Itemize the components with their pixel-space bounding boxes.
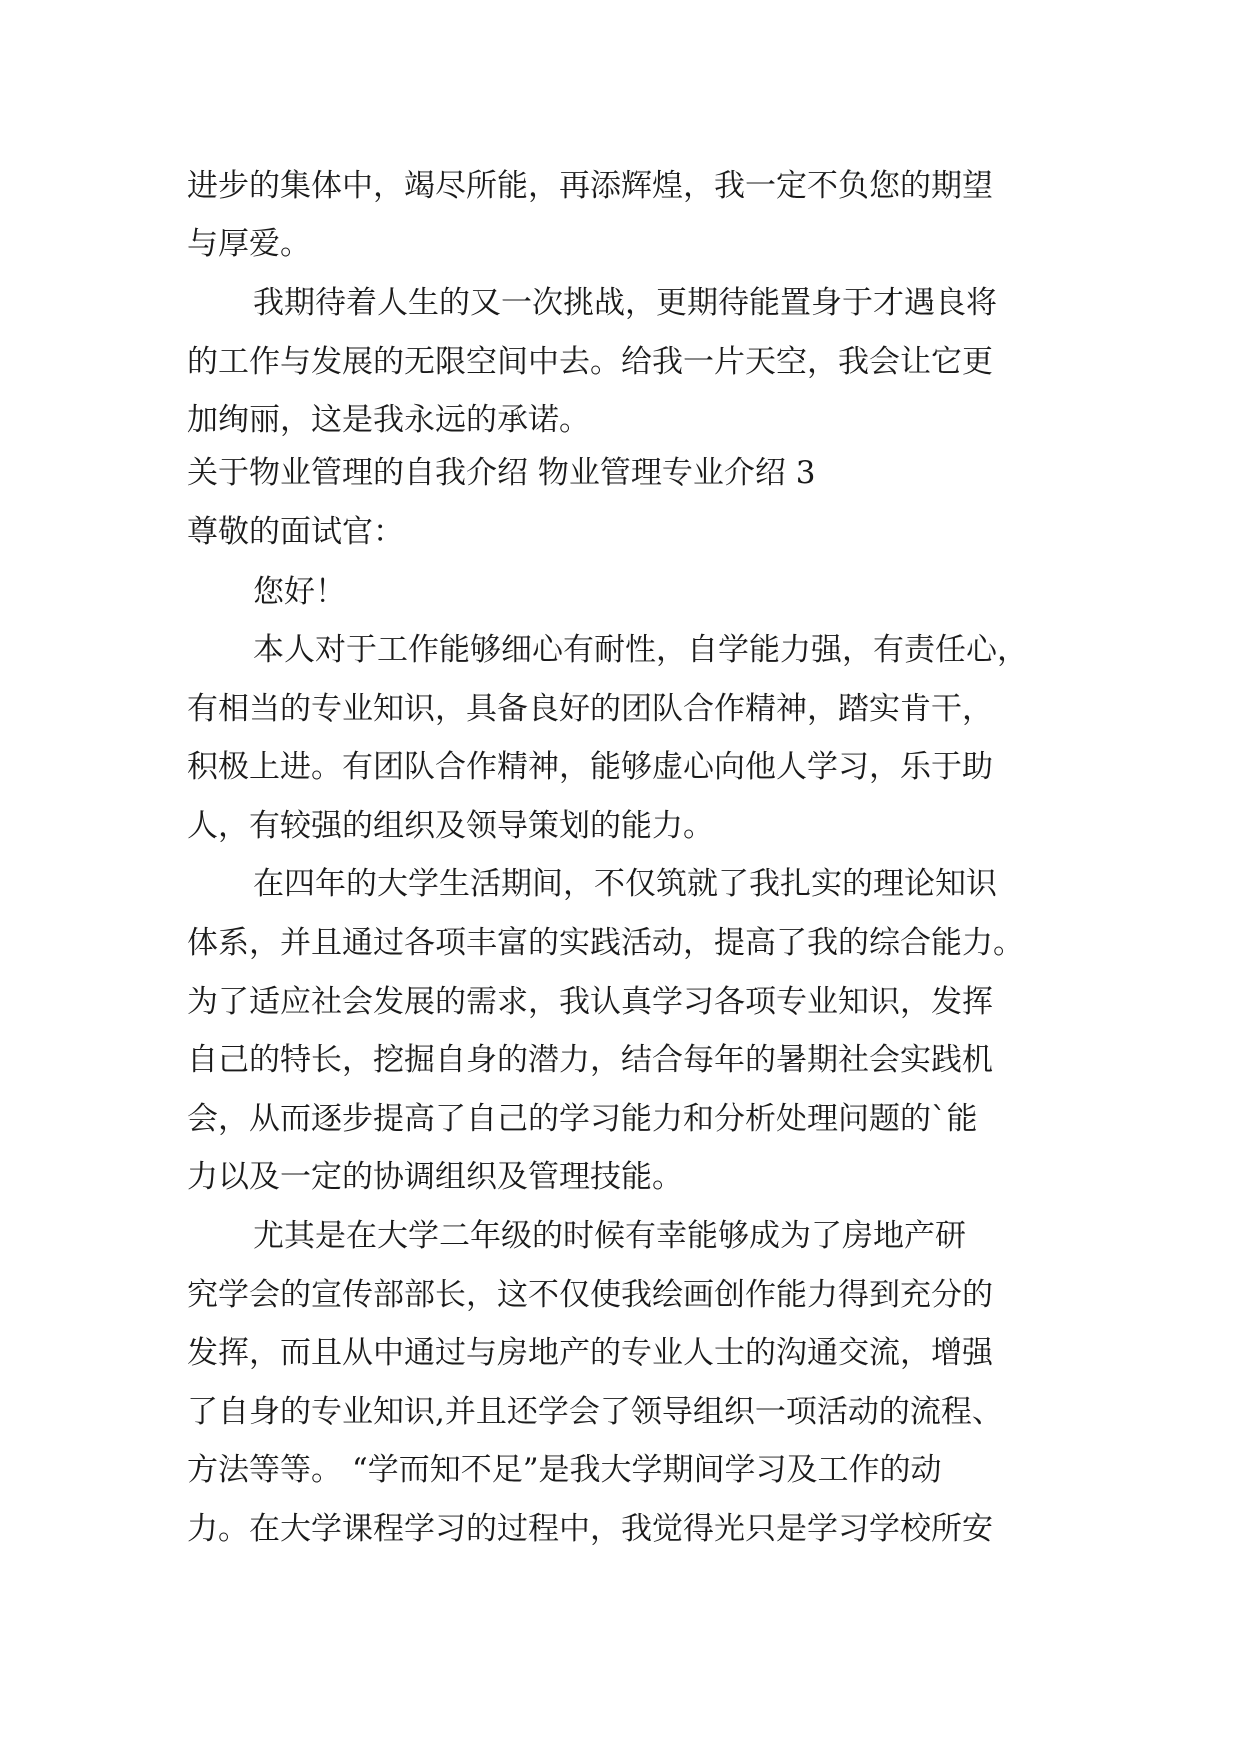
section-heading: 关于物业管理的自我介绍 物业管理专业介绍 3	[187, 455, 816, 491]
paragraph-line: 力以及一定的协调组织及管理技能。	[187, 1159, 683, 1195]
paragraph-line: 有相当的专业知识，具备良好的团队合作精神，踏实肯干，	[187, 691, 993, 727]
paragraph-line: 会，从而逐步提高了自己的学习能力和分析处理问题的`能	[187, 1101, 978, 1137]
paragraph-line: 发挥，而且从中通过与房地产的专业人士的沟通交流，增强	[187, 1335, 993, 1371]
paragraph-line: 方法等等。 “学而知不足”是我大学期间学习及工作的动	[187, 1452, 942, 1488]
paragraph-line: 尤其是在大学二年级的时候有幸能够成为了房地产研	[253, 1218, 966, 1254]
paragraph-line: 积极上进。有团队合作精神，能够虚心向他人学习，乐于助	[187, 749, 993, 785]
paragraph-line: 力。在大学课程学习的过程中，我觉得光只是学习学校所安	[187, 1511, 993, 1547]
paragraph-line: 的工作与发展的无限空间中去。给我一片天空，我会让它更	[187, 344, 993, 380]
paragraph-line: 本人对于工作能够细心有耐性，自学能力强，有责任心，	[253, 632, 1028, 668]
paragraph-line: 进步的集体中，竭尽所能，再添辉煌，我一定不负您的期望	[187, 168, 993, 204]
paragraph-line: 了自身的专业知识,并且还学会了领导组织一项活动的流程、	[187, 1394, 1003, 1430]
paragraph-line: 为了适应社会发展的需求，我认真学习各项专业知识，发挥	[187, 984, 993, 1020]
salutation: 尊敬的面试官：	[187, 514, 404, 550]
greeting: 您好！	[253, 574, 346, 610]
paragraph-line: 究学会的宣传部部长，这不仅使我绘画创作能力得到充分的	[187, 1277, 993, 1313]
paragraph-line: 加绚丽，这是我永远的承诺。	[187, 402, 590, 438]
paragraph-line: 我期待着人生的又一次挑战，更期待能置身于才遇良将	[253, 285, 997, 321]
paragraph-line: 人，有较强的组织及领导策划的能力。	[187, 808, 714, 844]
paragraph-line: 在四年的大学生活期间，不仅筑就了我扎实的理论知识	[253, 866, 997, 902]
paragraph-line: 与厚爱。	[187, 226, 311, 262]
paragraph-line: 体系，并且通过各项丰富的实践活动，提高了我的综合能力。	[187, 925, 1024, 961]
paragraph-line: 自己的特长，挖掘自身的潜力，结合每年的暑期社会实践机	[187, 1042, 993, 1078]
